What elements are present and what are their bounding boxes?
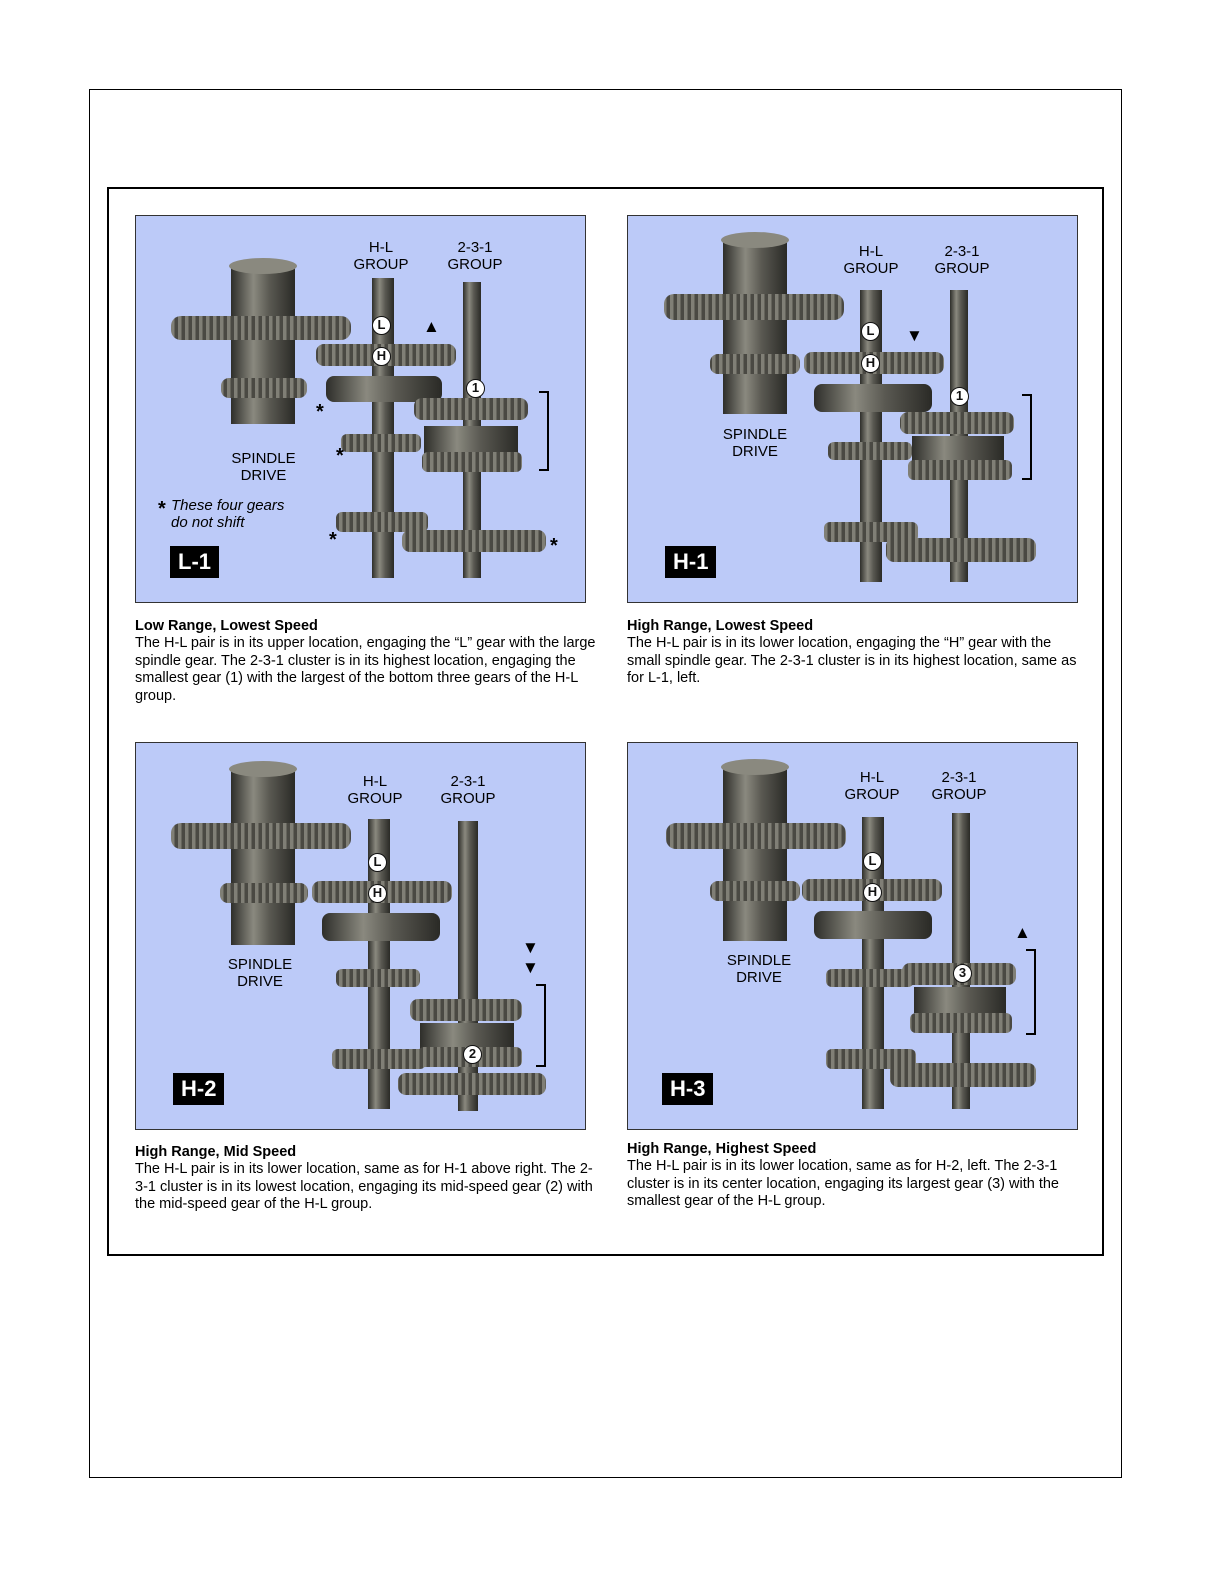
caption-h2 <box>135 1144 597 1214</box>
position-badge: H-1 <box>665 546 716 578</box>
caption-h3 <box>627 1141 1089 1211</box>
shift-down-arrow-icon: ▼ <box>906 326 923 345</box>
cluster-bracket <box>1026 949 1036 1035</box>
gear-number-marker: 3 <box>953 964 972 983</box>
position-badge: L-1 <box>170 546 219 578</box>
gear-h-marker: H <box>372 347 391 366</box>
hl-group-label: H-L GROUP <box>844 769 900 803</box>
caption-l1 <box>135 618 597 705</box>
non-shifting-note: These four gears do not shift <box>171 497 285 531</box>
cluster-group-label: 2-3-1 GROUP <box>934 243 990 277</box>
caption-text: The H-L pair is in its lower location, engaging the “H” gear with the small spindle gear. The 2-3-1 cluster is in its highest location, same as for L-1, left. <box>627 635 1077 687</box>
gear-assembly-photo-l1 <box>136 216 586 603</box>
photo-panel-h2 <box>135 742 586 1130</box>
photo-panel-l1 <box>135 215 586 603</box>
shift-down-arrow-icon: ▼ <box>522 958 539 977</box>
gear-number-marker: 1 <box>950 387 969 406</box>
asterisk-marker: * <box>336 445 344 467</box>
spindle-drive-label: SPINDLE DRIVE <box>726 952 792 986</box>
caption-title: High Range, Lowest Speed <box>627 618 814 634</box>
asterisk-marker: * <box>158 498 166 520</box>
shift-up-arrow-icon: ▲ <box>1014 923 1031 942</box>
gear-l-marker: L <box>368 853 387 872</box>
spindle-drive-label: SPINDLE DRIVE <box>231 450 296 484</box>
gear-h-marker: H <box>863 883 882 902</box>
spindle-drive-label: SPINDLE DRIVE <box>227 956 293 990</box>
caption-text: The H-L pair is in its upper location, engaging the “L” gear with the large spindle gear. The 2-3-1 cluster is in its highest location, engaging the smallest gear (1) with the largest of the bottom three gears of the H-L group. <box>135 635 596 704</box>
caption-title: Low Range, Lowest Speed <box>135 618 318 634</box>
position-badge: H-3 <box>662 1073 713 1105</box>
caption-text: The H-L pair is in its lower location, same as for H-2, left. The 2-3-1 cluster is in its center location, engaging its largest gear (3) with the smallest gear of the H-L group. <box>627 1158 1059 1210</box>
gear-h-marker: H <box>861 354 880 373</box>
gear-l-marker: L <box>861 322 880 341</box>
photo-panel-h1 <box>627 215 1078 603</box>
cluster-bracket <box>536 984 546 1067</box>
cluster-bracket <box>539 391 549 471</box>
caption-title: High Range, Highest Speed <box>627 1141 817 1157</box>
caption-text: The H-L pair is in its lower location, same as for H-1 above right. The 2-3-1 cluster is in its lowest location, engaging its mid-speed gear (2) with the mid-speed gear of the H-L group. <box>135 1161 593 1213</box>
asterisk-marker: * <box>329 529 337 551</box>
hl-group-label: H-L GROUP <box>843 243 899 277</box>
cluster-group-label: 2-3-1 GROUP <box>931 769 987 803</box>
hl-group-label: H-L GROUP <box>347 773 403 807</box>
photo-panel-h3 <box>627 742 1078 1130</box>
gear-number-marker: 2 <box>463 1045 482 1064</box>
gear-l-marker: L <box>863 852 882 871</box>
cluster-group-label: 2-3-1 GROUP <box>447 239 503 273</box>
gear-h-marker: H <box>368 884 387 903</box>
gear-l-marker: L <box>372 316 391 335</box>
position-badge: H-2 <box>173 1073 224 1105</box>
shift-down-arrow-icon: ▼ <box>522 938 539 957</box>
caption-h1 <box>627 618 1089 688</box>
caption-title: High Range, Mid Speed <box>135 1144 297 1160</box>
cluster-bracket <box>1022 394 1032 480</box>
gear-number-marker: 1 <box>466 379 485 398</box>
cluster-group-label: 2-3-1 GROUP <box>440 773 496 807</box>
asterisk-marker: * <box>550 535 558 557</box>
shift-up-arrow-icon: ▲ <box>423 317 440 336</box>
asterisk-marker: * <box>316 401 324 423</box>
spindle-drive-label: SPINDLE DRIVE <box>722 426 788 460</box>
hl-group-label: H-L GROUP <box>353 239 409 273</box>
